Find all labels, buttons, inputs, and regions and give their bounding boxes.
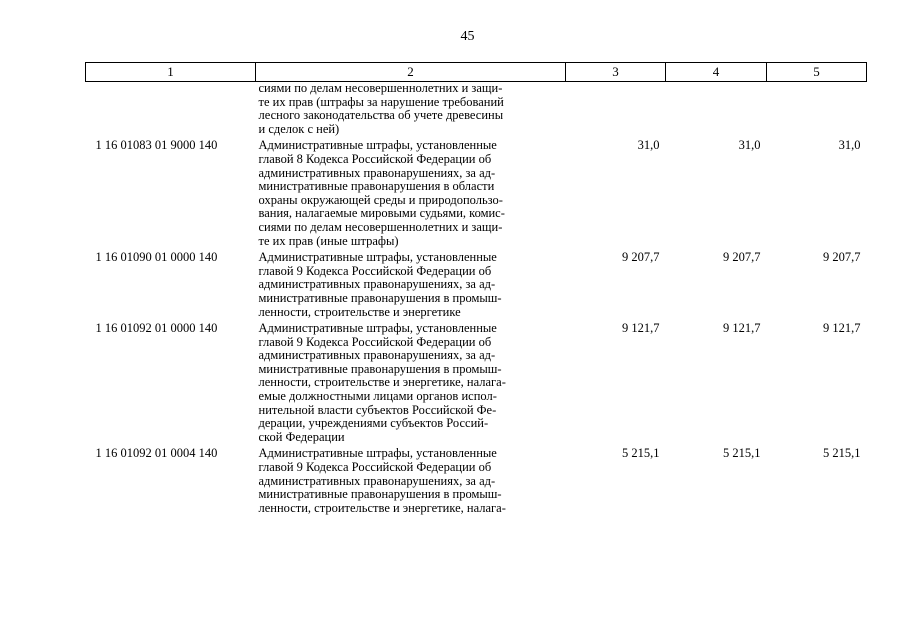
- description-line: лесного законодательства об учете древесины: [258, 108, 504, 123]
- description-line: главой 8 Кодекса Российской Федерации об: [258, 151, 492, 166]
- amount-year-3: 5 215,1: [823, 446, 861, 461]
- header-col-2: 2: [256, 63, 566, 82]
- kbk-code: 1 16 01092 01 0004 140: [95, 446, 218, 461]
- table-row: [86, 139, 867, 251]
- revenue-description: [256, 447, 566, 518]
- amount-year-2: 31,0: [738, 138, 761, 153]
- description-line: сиями по делам несовершеннолетних и защи-: [258, 81, 503, 95]
- header-col-3: 3: [566, 63, 666, 82]
- description-line: Административные штрафы, установленные: [258, 250, 497, 265]
- description-line: министративные правонарушения в промыш-: [258, 361, 502, 376]
- table-row: [86, 447, 867, 518]
- amount-year-3: 31,0: [838, 138, 861, 153]
- revenue-description: [256, 251, 566, 322]
- description-line: ской Федерации: [258, 429, 345, 444]
- revenue-description: [256, 139, 566, 251]
- revenue-description: [256, 82, 566, 140]
- description-line: Административные штрафы, установленные: [258, 446, 497, 461]
- amount-year-2: 9 207,7: [723, 250, 761, 265]
- description-line: емые должностными лицами органов испол-: [258, 389, 497, 404]
- description-line: ленности, строительстве и энергетике, налага-: [258, 500, 506, 515]
- description-line: министративные правонарушения в промыш-: [258, 487, 502, 502]
- amount-year-1: 9 207,7: [622, 250, 660, 265]
- description-line: ленности, строительстве и энергетике: [258, 304, 461, 319]
- kbk-code: 1 16 01083 01 9000 140: [95, 138, 218, 153]
- table-row: [86, 251, 867, 322]
- description-line: Административные штрафы, установленные: [258, 138, 497, 153]
- amount-year-1: 31,0: [637, 138, 660, 153]
- table-header: [86, 63, 867, 82]
- description-line: административных правонарушениях, за ад-: [258, 165, 496, 180]
- description-line: вания, налагаемые мировыми судьями, комис-: [258, 206, 505, 221]
- description-line: те их прав (иные штрафы): [258, 233, 399, 248]
- page-number: 45: [460, 29, 475, 44]
- description-line: охраны окружающей среды и природопользо-: [258, 192, 503, 207]
- description-line: нительной власти субъектов Российской Фе-: [258, 402, 497, 417]
- description-line: Административные штрафы, установленные: [258, 321, 497, 336]
- kbk-code: 1 16 01092 01 0000 140: [95, 321, 218, 336]
- description-line: административных правонарушениях, за ад-: [258, 348, 496, 363]
- kbk-code: [86, 82, 256, 140]
- amount-year-2: 9 121,7: [723, 321, 761, 336]
- description-line: административных правонарушениях, за ад-: [258, 277, 496, 292]
- description-line: министративные правонарушения в промыш-: [258, 290, 502, 305]
- description-line: министративные правонарушения в области: [258, 179, 495, 194]
- header-row: [86, 63, 867, 82]
- table-row: [86, 82, 867, 140]
- table-body: [86, 82, 867, 519]
- description-line: административных правонарушениях, за ад-: [258, 473, 496, 488]
- header-col-5: 5: [767, 63, 867, 82]
- amount-year-2: [666, 82, 767, 140]
- description-line: главой 9 Кодекса Российской Федерации об: [258, 263, 492, 278]
- description-line: главой 9 Кодекса Российской Федерации об: [258, 334, 492, 349]
- amount-year-3: 9 121,7: [823, 321, 861, 336]
- amount-year-2: 5 215,1: [723, 446, 761, 461]
- description-line: сиями по делам несовершеннолетних и защи-: [258, 219, 503, 234]
- description-line: главой 9 Кодекса Российской Федерации об: [258, 460, 492, 475]
- amount-year-1: 5 215,1: [622, 446, 660, 461]
- header-col-4: 4: [666, 63, 767, 82]
- amount-year-3: 9 207,7: [823, 250, 861, 265]
- description-line: дерации, учреждениями субъектов Россий-: [258, 416, 489, 431]
- description-line: те их прав (штрафы за нарушение требований: [258, 94, 504, 109]
- amount-year-1: [566, 82, 666, 140]
- revenue-description: [256, 322, 566, 447]
- amount-year-1: 9 121,7: [622, 321, 660, 336]
- header-col-1: 1: [86, 63, 256, 82]
- budget-table: [85, 62, 867, 518]
- description-line: ленности, строительстве и энергетике, налага-: [258, 375, 506, 390]
- amount-year-3: [767, 82, 867, 140]
- description-line: и сделок с ней): [258, 121, 340, 136]
- kbk-code: 1 16 01090 01 0000 140: [95, 250, 218, 265]
- table-row: [86, 322, 867, 447]
